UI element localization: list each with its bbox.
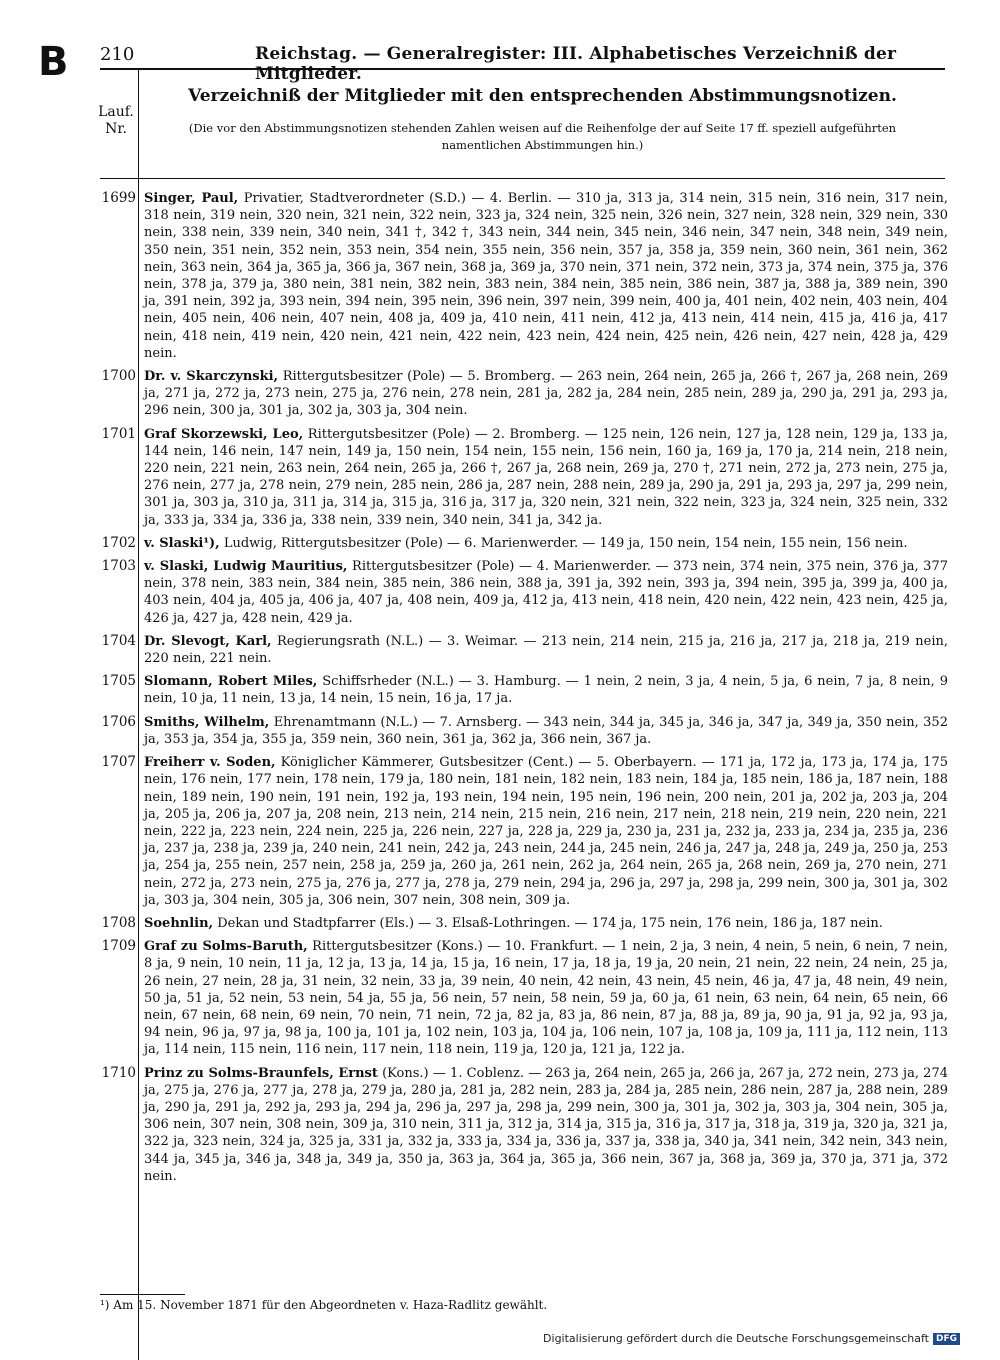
entry-number: 1710: [101, 1064, 136, 1081]
member-name: v. Slaski, Ludwig Mauritius,: [144, 559, 348, 575]
entry-body: [144, 186, 948, 364]
entry-body: [144, 531, 948, 554]
vote-record: Rittergutsbesitzer (Pole) — 4. Marienwerder. — 373 nein, 374 nein, 375 nein, 376 ja, 377 nein, 378 nein, 383 nein, 384 nein, 385 nein, 386 nein, 388 ja, 391 ja, 392 nein, 393 ja, 394 nein, 395 ja, 399 ja, 400 ja, 403 nein, 404 ja, 405 ja, 406 ja, 407 ja, 408 nein, 409 ja, 412 ja, 413 nein, 418 nein, 420 nein, 422 nein, 423 nein, 425 ja, 426 ja, 427 ja, 428 nein, 429 ja.: [144, 559, 948, 626]
vote-record: Rittergutsbesitzer (Pole) — 5. Bromberg. — 263 nein, 264 nein, 265 ja, 266 †, 267 ja, 268 nein, 269 ja, 271 ja, 272 ja, 273 nein, 275 ja, 276 nein, 278 nein, 281 ja, 282 ja, 284 nein, 285 nein, 289 ja, 290 ja, 291 ja, 293 ja, 296 nein, 300 ja, 301 ja, 302 ja, 303 ja, 304 nein.: [144, 369, 949, 419]
entry-body: [144, 710, 948, 750]
running-head: Reichstag. — Generalregister: III. Alphabetisches Verzeichniß der Mitglieder.: [255, 44, 897, 84]
entry-number: 1701: [101, 425, 136, 442]
list-item: [96, 629, 948, 669]
vote-record: Rittergutsbesitzer (Kons.) — 10. Frankfurt. — 1 nein, 2 ja, 3 nein, 4 nein, 5 nein, 6 nein, 7 nein, 8 ja, 9 nein, 10 nein, 11 ja, 12 ja, 13 ja, 14 ja, 15 ja, 16 nein, 17 ja, 18 ja, 19 ja, 20 nein, 21 nein, 22 nein, 24 nein, 25 ja, 26 nein, 27 nein, 28 ja, 31 nein, 32 nein, 33 ja, 39 nein, 40 nein, 42 nein, 43 nein, 45 nein, 46 ja, 47 ja, 48 nein, 49 nein, 50 ja, 51 ja, 52 nein, 53 nein, 54 ja, 55 ja, 56 nein, 57 nein, 58 nein, 59 ja, 60 ja, 61 nein, 63 nein, 64 nein, 65 nein, 66 nein, 67 nein, 68 nein, 69 nein, 70 nein, 71 nein, 72 ja, 82 ja, 83 ja, 86 nein, 87 ja, 88 ja, 89 ja, 90 ja, 91 ja, 92 ja, 93 ja, 94 nein, 96 ja, 97 ja, 98 ja, 100 ja, 101 ja, 102 nein, 103 ja, 104 ja, 106 nein, 107 ja, 108 ja, 109 ja, 111 ja, 112 nein, 113 ja, 114 nein, 115 nein, 116 nein, 117 nein, 118 nein, 119 ja, 120 ja, 121 ja, 122 ja.: [144, 939, 949, 1058]
entry-number: 1706: [101, 713, 136, 730]
footnote-rule: [100, 1294, 185, 1295]
list-item: [96, 554, 948, 629]
vote-record: Ludwig, Rittergutsbesitzer (Pole) — 6. Marienwerder. — 149 ja, 150 nein, 154 nein, 155 nein, 156 nein.: [223, 535, 908, 551]
vote-record: Dekan und Stadtpfarrer (Els.) — 3. Elsaß-Lothringen. — 174 ja, 175 nein, 176 nein, 186 ja, 187 nein.: [217, 915, 883, 931]
digitization-credit: [543, 1332, 960, 1345]
member-name: Graf zu Solms-Baruth,: [144, 939, 308, 955]
entry-number: 1700: [101, 368, 136, 385]
list-item: [96, 186, 948, 364]
list-item: [96, 422, 948, 531]
member-name: Dr. Slevogt, Karl,: [144, 633, 272, 649]
entry-number: 1709: [101, 938, 136, 955]
page-number: 210: [100, 44, 135, 65]
entry-body: [144, 1061, 948, 1187]
entry-body: [144, 364, 948, 422]
footnote: ¹) Am 15. November 1871 für den Abgeordneten v. Haza-Radlitz gewählt.: [100, 1298, 548, 1312]
vote-record: Ehrenamtmann (N.L.) — 7. Arnsberg. — 343 nein, 344 ja, 345 ja, 346 ja, 347 ja, 349 ja, 350 nein, 352 ja, 353 ja, 354 ja, 355 ja, 359 nein, 360 nein, 361 ja, 362 ja, 366 nein, 367 ja.: [144, 714, 948, 747]
list-item: [96, 531, 948, 554]
entry-number: 1702: [101, 534, 136, 551]
member-name: Smiths, Wilhelm,: [144, 714, 270, 730]
member-name: Freiherr v. Soden,: [144, 755, 276, 771]
vote-record: Königlicher Kämmerer, Gutsbesitzer (Cent.) — 5. Oberbayern. — 171 ja, 172 ja, 173 ja, 174 ja, 175 nein, 176 nein, 177 nein, 178 nein, 179 ja, 180 nein, 181 nein, 182 nein, 183 nein, 184 ja, 185 nein, 186 ja, 187 nein, 188 nein, 189 nein, 190 nein, 191 nein, 192 ja, 193 nein, 194 nein, 195 nein, 196 nein, 200 nein, 201 ja, 202 ja, 203 ja, 204 ja, 205 ja, 206 ja, 207 ja, 208 nein, 213 nein, 214 nein, 215 nein, 216 nein, 217 nein, 218 nein, 219 nein, 220 nein, 221 nein, 222 ja, 223 nein, 224 nein, 225 ja, 226 nein, 227 ja, 228 ja, 229 ja, 230 ja, 231 ja, 232 ja, 233 ja, 234 ja, 235 ja, 236 ja, 237 ja, 238 ja, 239 ja, 240 nein, 241 nein, 242 ja, 243 nein, 244 ja, 245 nein, 246 ja, 247 ja, 248 ja, 249 ja, 250 ja, 253 ja, 254 ja, 255 nein, 257 nein, 258 ja, 259 ja, 260 ja, 261 nein, 262 ja, 264 nein, 265 ja, 268 nein, 269 ja, 270 nein, 271 nein, 272 ja, 273 nein, 275 ja, 276 ja, 277 ja, 278 ja, 279 nein, 294 ja, 296 ja, 297 ja, 298 ja, 299 nein, 300 ja, 301 ja, 302 ja, 303 ja, 304 nein, 305 ja, 306 nein, 307 nein, 308 nein, 309 ja.: [144, 755, 948, 908]
vote-record: Regierungsrath (N.L.) — 3. Weimar. — 213 nein, 214 nein, 215 ja, 216 ja, 217 ja, 218 ja, 219 nein, 220 nein, 221 nein.: [144, 633, 948, 667]
list-item: [96, 364, 948, 422]
entry-number: 1704: [101, 632, 136, 649]
member-name: Prinz zu Solms-Braunfels, Ernst: [144, 1065, 378, 1081]
member-name: v. Slaski¹),: [144, 535, 220, 551]
entry-body: [144, 554, 948, 629]
entry-body: [144, 669, 948, 709]
column-label-line-1: Lauf.: [98, 104, 134, 120]
vote-record: Rittergutsbesitzer (Pole) — 2. Bromberg. — 125 nein, 126 nein, 127 ja, 128 nein, 129 ja, 133 ja, 144 nein, 146 nein, 147 nein, 149 ja, 150 nein, 154 nein, 155 nein, 156 nein, 160 ja, 169 ja, 170 ja, 214 nein, 218 nein, 220 nein, 221 nein, 263 nein, 264 nein, 265 ja, 266 †, 267 ja, 268 nein, 269 ja, 270 †, 271 nein, 272 ja, 273 nein, 275 ja, 276 nein, 277 ja, 278 nein, 279 nein, 285 nein, 286 ja, 287 nein, 288 nein, 289 ja, 290 ja, 291 ja, 293 ja, 297 ja, 299 nein, 301 ja, 303 ja, 310 ja, 311 ja, 314 ja, 315 ja, 316 ja, 317 ja, 320 nein, 321 nein, 322 nein, 323 ja, 324 nein, 325 nein, 332 ja, 333 ja, 334 ja, 336 ja, 338 nein, 339 nein, 340 nein, 341 ja, 342 ja.: [144, 426, 948, 528]
header-rule: [100, 68, 945, 70]
list-item: [96, 750, 948, 911]
vote-record: Privatier, Stadtverordneter (S.D.) — 4. Berlin. — 310 ja, 313 ja, 314 nein, 315 nein, 316 nein, 317 nein, 318 nein, 319 nein, 320 nein, 321 nein, 322 nein, 323 ja, 324 nein, 325 nein, 326 nein, 327 nein, 328 nein, 329 nein, 330 nein, 338 nein, 339 nein, 340 nein, 341 †, 342 †, 343 nein, 344 nein, 345 nein, 346 nein, 347 nein, 348 nein, 349 nein, 350 nein, 351 nein, 352 nein, 353 nein, 354 nein, 355 nein, 356 nein, 357 ja, 358 ja, 359 nein, 360 nein, 361 nein, 362 nein, 363 nein, 364 ja, 365 ja, 366 ja, 367 nein, 368 ja, 369 ja, 370 nein, 371 nein, 372 nein, 373 ja, 374 nein, 375 ja, 376 nein, 378 ja, 379 ja, 380 nein, 381 nein, 382 nein, 383 nein, 384 nein, 385 nein, 386 nein, 387 ja, 388 ja, 389 nein, 390 ja, 391 nein, 392 ja, 393 nein, 394 nein, 395 nein, 396 nein, 397 nein, 399 nein, 400 ja, 401 nein, 402 nein, 403 nein, 404 nein, 405 nein, 406 nein, 407 nein, 408 ja, 409 ja, 410 nein, 411 nein, 412 ja, 413 nein, 414 nein, 415 ja, 416 ja, 417 nein, 418 nein, 419 nein, 420 nein, 421 nein, 422 nein, 423 nein, 424 nein, 425 nein, 426 nein, 427 nein, 428 ja, 429 nein.: [144, 191, 948, 361]
entry-body: [144, 911, 948, 934]
column-label: [96, 104, 136, 138]
list-item: [96, 710, 948, 750]
entry-body: [144, 750, 948, 911]
member-name: Soehnlin,: [144, 915, 214, 931]
dfg-logo-icon: DFG: [933, 1333, 960, 1345]
table-header-rule: [100, 178, 945, 179]
entry-number: 1703: [101, 558, 136, 575]
list-item: [96, 934, 948, 1060]
section-letter: B: [38, 39, 69, 85]
member-name: Slomann, Robert Miles,: [144, 674, 318, 690]
entry-number: 1707: [101, 754, 136, 771]
entry-body: [144, 422, 948, 531]
vote-record: Schiffsrheder (N.L.) — 3. Hamburg. — 1 nein, 2 nein, 3 ja, 4 nein, 5 ja, 6 nein, 7 ja, 8 nein, 9 nein, 10 ja, 11 nein, 13 ja, 14 nein, 15 nein, 16 ja, 17 ja.: [144, 674, 948, 707]
member-name: Singer, Paul,: [144, 191, 239, 206]
credit-text: Digitalisierung gefördert durch die Deutsche Forschungsgemeinschaft: [543, 1332, 929, 1345]
entry-number: 1699: [101, 190, 136, 206]
list-item: [96, 1061, 948, 1187]
entry-body: [144, 629, 948, 669]
entry-body: [144, 934, 948, 1060]
member-name: Dr. v. Skarczynski,: [144, 369, 279, 385]
table-title: Verzeichniß der Mitglieder mit den entsprechenden Abstimmungsnotizen.: [188, 86, 897, 106]
member-name: Graf Skorzewski, Leo,: [144, 426, 304, 442]
vote-record: (Kons.) — 1. Coblenz. — 263 ja, 264 nein, 265 ja, 266 ja, 267 ja, 272 nein, 273 ja, 274 ja, 275 ja, 276 ja, 277 ja, 278 ja, 279 ja, 280 ja, 281 ja, 282 nein, 283 ja, 284 ja, 285 nein, 286 nein, 287 ja, 288 nein, 289 ja, 290 ja, 291 ja, 292 ja, 293 ja, 294 ja, 296 ja, 297 ja, 298 ja, 299 nein, 300 ja, 301 ja, 302 ja, 303 ja, 304 nein, 305 ja, 306 nein, 307 nein, 308 nein, 309 ja, 310 nein, 311 ja, 312 ja, 314 ja, 315 ja, 316 ja, 317 ja, 318 ja, 319 ja, 320 ja, 321 ja, 322 ja, 323 nein, 324 ja, 325 ja, 331 ja, 332 ja, 333 ja, 334 ja, 336 ja, 337 ja, 338 ja, 340 ja, 341 nein, 342 nein, 343 nein, 344 ja, 345 ja, 346 ja, 348 ja, 349 ja, 350 ja, 363 ja, 364 ja, 365 ja, 366 nein, 367 ja, 368 ja, 369 ja, 370 ja, 371 ja, 372 nein.: [144, 1065, 948, 1184]
list-item: [96, 911, 948, 934]
table-subtitle: (Die vor den Abstimmungsnotizen stehenden Zahlen weisen auf die Reihenfolge der auf Seite 17 ff. speziell aufgeführten namentlichen Abstimmungen hin.): [188, 121, 897, 152]
entry-number: 1708: [101, 914, 136, 931]
member-list: [96, 186, 948, 1187]
column-label-line-2: Nr.: [105, 121, 127, 137]
entry-number: 1705: [101, 673, 136, 690]
list-item: [96, 669, 948, 709]
